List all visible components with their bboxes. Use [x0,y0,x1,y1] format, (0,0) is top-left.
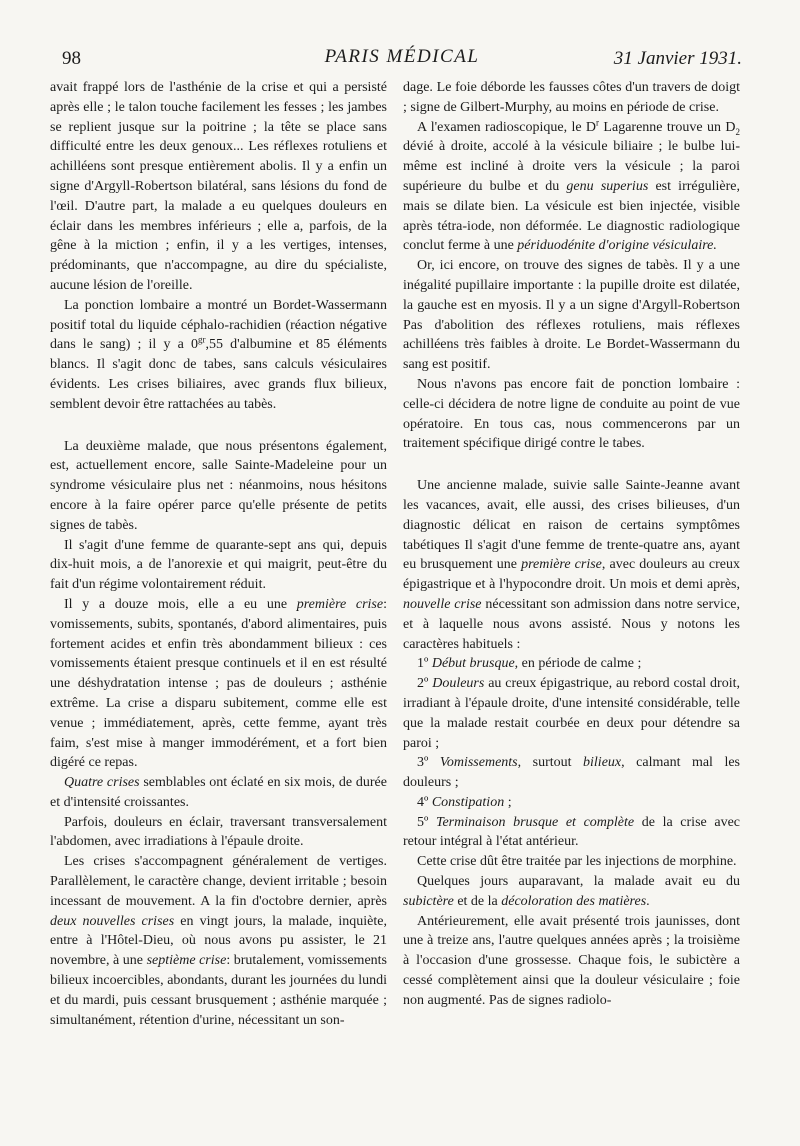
text-run: nécessitant son admission dans notre service, et à laquelle nous avons assisté. Nous y notons les caractères habituels : [403,596,740,652]
text-run: Or, ici encore, on trouve des signes de tabès. Il y a une inégalité pupillaire importante : la pupille droite est dilatée, la gauche est en myosis. Il y a un signe d'Argyll-Robertson Pas d'abolition des réflexes rotuliens, mais réflexes achilléens très faibles à droite. Le Bordet-Wassermann du sang est positif. [403,258,740,373]
text-run: 5º [417,814,436,830]
paragraph [50,296,387,415]
paragraph [403,872,740,912]
text-run: ,55 d'albumine et 85 éléments blancs. Il s'agit donc de tabes, sans calculs vésiculaires évidents. Les crises biliaires, avec grands flux bilieux, semblent devoir être rattachées au tabès. [50,337,387,412]
paragraph [403,912,740,1011]
italic-text: nouvelle crise [403,596,482,612]
page-number: 98 [62,48,81,69]
text-run: , en période de calme ; [514,656,642,672]
italic-text: subictère [403,893,454,909]
italic-text: bilieux [583,755,622,771]
italic-text: périduodénite d'origine vésiculaire. [517,238,717,254]
paragraph [50,78,387,296]
text-run: dage. Le foie déborde les fausses côtes d'un travers de doigt ; signe de Gilbert-Murphy, au moins en période de crise. [403,80,740,115]
text-run: , calmant mal les douleurs ; [403,755,741,791]
text-run: Antérieurement, elle avait présenté trois jaunisses, dont une à treize ans, l'autre quelques années après ; la troisième à l'occasion d'une grossesse. Chaque fois, le subictère a cessé complètement ainsi que la douleur vésiculaire ; foie non augmenté. Pas de signes radiolo- [403,913,740,1008]
text-run: est irrégulière, mais se dilate bien. La vésicule est bien injectée, visible après tétra-iode, non déformée. Le diagnostic radiologique conclut ferme à une [403,178,740,254]
paragraph [50,437,387,536]
italic-text: Quatre crises [64,775,140,791]
text-run: Nous n'avons pas encore fait de ponction lombaire : celle-ci décidera de notre ligne de conduite au point de vue opératoire. En tous cas, nous commencerons par un traitement spécifique dirigé contre le tabes. [403,376,740,452]
text-run: avait frappé lors de l'asthénie de la crise et qui a persisté après elle ; le talon touche facilement les fesses ; les jambes se replient jusque sur la poitrine ; la tête se place sans difficulté entre les deux genoux... Les réflexes rotuliens et achilléens sont presque entièrement abolis. Il y a enfin un signe d'Argyll-Robertson bilatéral, sans lésions du fond de l'œil. D'autre part, la malade a eu quelques douleurs en éclair dans les membres inférieurs ; elle a, parfois, de la gêne à la miction ; enfin, il y a les vertiges, intenses, prédominants, que n'accompagne, au dire du spécialiste, aucune lésion de l'oreille. [50,80,387,293]
text-run: . [646,893,650,909]
italic-text: Vomissements [439,755,518,771]
text-run: Il y a douze mois, elle a eu une [64,596,297,612]
text-run: 2º [417,676,433,692]
text-run: La deuxième malade, que nous présentons également, est, actuellement encore, salle Sainte-Madeleine pour un syndrome vésiculaire plus net : néanmoins, nous hésitons encore à la faire opérer parce qu'elle présente de petits signes de tabès. [50,438,387,533]
text-run: ; [504,794,512,810]
text-run: : brutalement, vomissements bilieux incoercibles, abondants, durant les journées du lundi et du mardi, puis cessant brusquement ; asthénie marquée ; simultanément, rétention d'urine, nécessitant un son- [50,953,387,1028]
text-run: Les crises s'accompagnent généralement de vertiges. Parallèlement, le caractère change, devient irritable ; besoin incessant de mouvement. A la fin d'octobre dernier, après [50,854,387,909]
text-run: A l'examen radioscopique, le D [417,119,597,135]
paragraph [403,476,740,654]
text-run: en vingt jours, la malade, inquiète, entre à l'Hôtel-Dieu, où nous avons pu assister, le 21 novembre, à une [50,913,387,969]
right-column [403,78,740,1011]
paragraph [403,78,740,118]
italic-text: Douleurs [432,676,485,692]
list-item [403,793,740,813]
italic-text: Constipation [431,794,505,810]
italic-text: deux nouvelles crises [50,913,175,929]
text-run: Quelques jours auparavant, la malade avait eu du [417,874,740,890]
text-run: et de la [453,893,502,909]
text-run: : vomissements, subits, spontanés, d'abord alimentaires, puis fortement acides et enfin très abondamment bilieux : ces vomissements étaient presque continuels et il en est résulté une déshydratation intense ; pas de douleurs ; asthénie extrême. La crise a disparu subitement, comme elle est venue ; immédiatement, après, cette femme, ayant très faim, s'est mise à manger immodérément, et a fort bien digéré ce repas. [50,596,387,771]
list-item [403,813,740,853]
text-run: Cette crise dût être traitée par les injections de morphine. [417,854,737,870]
text-run: semblables ont éclaté en six mois, de durée et d'intensité croissantes. [50,775,387,810]
italic-text: septième crise [146,953,227,969]
paragraph [50,852,387,1030]
italic-text: première crise [521,557,602,573]
paragraph [403,375,740,454]
italic-text: première crise [296,596,384,612]
italic-text: décoloration des matières [501,893,647,909]
paragraph [50,813,387,853]
paragraph [50,595,387,773]
text-run: 3º [417,755,440,771]
left-column [50,78,387,1030]
text-run: Il s'agit d'une femme de quarante-sept ans qui, depuis dix-huit mois, a de l'anorexie et qui maigrit, peut-être du fait d'un régime volontairement réduit. [50,537,387,593]
text-run: , surtout [517,755,584,771]
text-run: 4º [417,794,432,810]
text-run: au creux épigastrique, au rebord costal droit, irradiant à l'épaule droite, d'une intensité considérable, telle que la malade restait courbée en deux pour détendre sa paroi ; [403,676,741,751]
text-run: 2 [735,126,740,137]
text-run: de la crise avec retour intégral à l'état antérieur. [403,814,741,850]
list-item [403,654,740,674]
text-run: Une ancienne malade, suivie salle Sainte-Jeanne avant les vacances, avait, elle aussi, des crises bilieuses, d'un diagnostic délicat en raison de certains symptômes tabétiques Il s'agit d'une femme de trente-quatre ans, ayant eu brusquement une [403,478,740,573]
journal-title: PARIS MÉDICAL [324,46,480,67]
text-run: 1º [417,656,432,672]
text-run: gr [197,334,206,345]
italic-text: genu superius [566,178,649,194]
text-run: r [596,116,600,127]
page-header [62,46,742,74]
list-item [403,753,740,793]
paragraph [403,118,740,257]
paragraph [403,256,740,375]
text-run: Parfois, douleurs en éclair, traversant transversalement l'abdomen, avec irradiations à l'épaule droite. [50,814,387,850]
paragraph [403,852,740,872]
issue-date: 31 Janvier 1931. [613,48,742,69]
text-run: , avec douleurs au creux épigastrique et à l'hypocondre droit. Un mois et demi après, [403,557,740,593]
italic-text: Début brusque [431,656,515,672]
paragraph [50,773,387,813]
text-run: La ponction lombaire a montré un Bordet-Wassermann positif total du liquide céphalo-rachidien (réaction négative dans le sang) ; il y a 0 [50,297,387,353]
list-item [403,674,740,753]
text-run: Lagarenne trouve un D [599,119,736,135]
text-run: dévié à droite, accolé à la vésicule biliaire ; le bulbe lui-même est incliné à droite vers la vésicule ; la paroi supérieure du bulbe et du [403,139,740,194]
paragraph [50,536,387,595]
italic-text: Terminaison brusque et complète [435,814,635,830]
